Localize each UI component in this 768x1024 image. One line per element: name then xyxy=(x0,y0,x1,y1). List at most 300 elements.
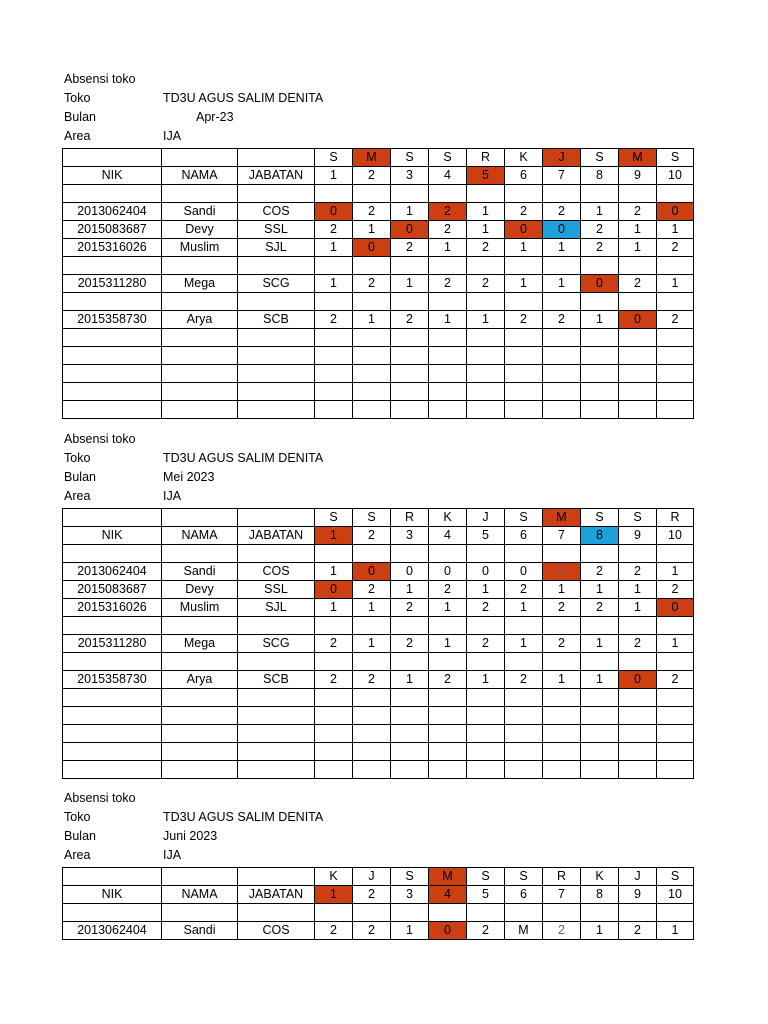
empty-cell xyxy=(467,743,505,761)
title-line xyxy=(64,789,464,808)
empty-cell xyxy=(581,293,619,311)
day-letter-cell: S xyxy=(467,868,505,886)
day-letter-cell: S xyxy=(657,149,694,167)
nama-cell: Devy xyxy=(162,581,238,599)
date-cell: 7 xyxy=(543,167,581,185)
empty-cell xyxy=(657,293,694,311)
date-cell: 6 xyxy=(505,527,543,545)
day-letter-cell: S xyxy=(657,868,694,886)
attendance-cell: 2 xyxy=(315,221,353,239)
empty-cell xyxy=(467,185,505,203)
jabatan-cell: COS xyxy=(238,563,315,581)
empty-cell xyxy=(467,707,505,725)
empty-cell xyxy=(238,868,315,886)
table-row xyxy=(63,311,694,329)
table-row xyxy=(63,671,694,689)
empty-cell xyxy=(581,707,619,725)
toko-line xyxy=(64,89,464,108)
empty-cell xyxy=(543,383,581,401)
empty-cell xyxy=(429,761,467,779)
field-label: Bulan xyxy=(64,470,96,484)
empty-cell xyxy=(63,689,162,707)
nik-cell: 2015083687 xyxy=(63,581,162,599)
empty-cell xyxy=(162,743,238,761)
table-row xyxy=(63,922,694,940)
empty-cell xyxy=(353,653,391,671)
empty-cell xyxy=(581,347,619,365)
empty-cell xyxy=(505,653,543,671)
nik-cell: 2015083687 xyxy=(63,221,162,239)
attendance-cell: 1 xyxy=(581,311,619,329)
empty-cell xyxy=(238,617,315,635)
empty-cell xyxy=(353,365,391,383)
attendance-cell: 1 xyxy=(429,311,467,329)
empty-cell xyxy=(429,617,467,635)
empty-cell xyxy=(162,293,238,311)
area-line xyxy=(64,127,464,146)
empty-cell xyxy=(543,329,581,347)
empty-cell xyxy=(391,293,429,311)
empty-cell xyxy=(162,365,238,383)
empty-cell xyxy=(581,185,619,203)
empty-cell xyxy=(391,725,429,743)
day-letter-cell: S xyxy=(391,868,429,886)
attendance-cell: 1 xyxy=(353,635,391,653)
empty-cell xyxy=(619,383,657,401)
attendance-cell: 1 xyxy=(467,221,505,239)
empty-cell xyxy=(238,725,315,743)
day-letter-cell: M xyxy=(429,868,467,886)
empty-cell xyxy=(467,383,505,401)
attendance-cell: 2 xyxy=(543,311,581,329)
blank-row xyxy=(63,653,694,671)
date-cell: 10 xyxy=(657,167,694,185)
empty-cell xyxy=(467,365,505,383)
empty-cell xyxy=(315,401,353,419)
table-row xyxy=(63,635,694,653)
nama-cell: Sandi xyxy=(162,563,238,581)
empty-cell xyxy=(315,365,353,383)
empty-cell xyxy=(353,347,391,365)
empty-cell xyxy=(429,743,467,761)
attendance-cell: 2 xyxy=(619,635,657,653)
empty-cell xyxy=(315,293,353,311)
attendance-cell: 2 xyxy=(581,563,619,581)
field-label: Absensi toko xyxy=(64,72,136,86)
empty-cell xyxy=(543,904,581,922)
day-letter-cell: M xyxy=(619,149,657,167)
empty-cell xyxy=(391,653,429,671)
day-letter-cell: K xyxy=(315,868,353,886)
empty-cell xyxy=(391,401,429,419)
empty-cell xyxy=(238,365,315,383)
blank-row xyxy=(63,383,694,401)
attendance-cell: 0 xyxy=(429,922,467,940)
attendance-cell: 1 xyxy=(467,203,505,221)
attendance-cell: M xyxy=(505,922,543,940)
attendance-cell: 0 xyxy=(657,203,694,221)
blank-row xyxy=(63,707,694,725)
empty-cell xyxy=(353,401,391,419)
empty-cell xyxy=(429,707,467,725)
day-letter-row xyxy=(63,868,694,886)
empty-cell xyxy=(657,329,694,347)
col-header-nik: NIK xyxy=(63,527,162,545)
empty-cell xyxy=(63,383,162,401)
attendance-cell: 2 xyxy=(505,671,543,689)
day-letter-cell: K xyxy=(505,149,543,167)
empty-cell xyxy=(391,347,429,365)
empty-cell xyxy=(391,329,429,347)
date-cell: 9 xyxy=(619,886,657,904)
attendance-cell: 1 xyxy=(657,275,694,293)
blank-row xyxy=(63,329,694,347)
field-value: TD3U AGUS SALIM DENITA xyxy=(163,810,324,824)
nama-cell: Arya xyxy=(162,311,238,329)
date-cell: 2 xyxy=(353,167,391,185)
nik-cell: 2015358730 xyxy=(63,311,162,329)
empty-cell xyxy=(657,617,694,635)
empty-cell xyxy=(429,383,467,401)
empty-cell xyxy=(619,329,657,347)
attendance-cell: 1 xyxy=(619,581,657,599)
empty-cell xyxy=(505,761,543,779)
nik-cell: 2015316026 xyxy=(63,599,162,617)
attendance-cell: 2 xyxy=(581,599,619,617)
empty-cell xyxy=(63,545,162,563)
attendance-cell: 1 xyxy=(391,922,429,940)
nik-cell: 2015316026 xyxy=(63,239,162,257)
empty-cell xyxy=(581,761,619,779)
day-letter-cell: S xyxy=(581,509,619,527)
empty-cell xyxy=(657,545,694,563)
attendance-cell: 0 xyxy=(505,563,543,581)
empty-cell xyxy=(162,401,238,419)
empty-cell xyxy=(581,904,619,922)
empty-cell xyxy=(581,653,619,671)
empty-cell xyxy=(581,383,619,401)
empty-cell xyxy=(238,185,315,203)
date-cell: 5 xyxy=(467,167,505,185)
empty-cell xyxy=(162,545,238,563)
empty-cell xyxy=(162,347,238,365)
empty-cell xyxy=(63,185,162,203)
empty-cell xyxy=(63,509,162,527)
empty-cell xyxy=(657,365,694,383)
day-letter-cell: S xyxy=(429,149,467,167)
empty-cell xyxy=(315,743,353,761)
attendance-cell: 2 xyxy=(429,275,467,293)
attendance-cell: 1 xyxy=(657,563,694,581)
table-row xyxy=(63,563,694,581)
empty-cell xyxy=(353,904,391,922)
empty-cell xyxy=(657,761,694,779)
jabatan-cell: COS xyxy=(238,922,315,940)
empty-cell xyxy=(505,689,543,707)
attendance-cell: 1 xyxy=(391,275,429,293)
day-letter-cell: R xyxy=(543,868,581,886)
attendance-cell: 0 xyxy=(619,671,657,689)
date-cell: 1 xyxy=(315,527,353,545)
blank-row xyxy=(63,761,694,779)
attendance-cell: 2 xyxy=(391,311,429,329)
table-row xyxy=(63,599,694,617)
attendance-cell: 1 xyxy=(315,563,353,581)
col-header-nik: NIK xyxy=(63,167,162,185)
empty-cell xyxy=(353,383,391,401)
empty-cell xyxy=(505,904,543,922)
empty-cell xyxy=(429,257,467,275)
nama-cell: Devy xyxy=(162,221,238,239)
day-letter-cell: S xyxy=(315,149,353,167)
attendance-cell: 2 xyxy=(429,203,467,221)
empty-cell xyxy=(619,347,657,365)
empty-cell xyxy=(467,653,505,671)
empty-cell xyxy=(238,653,315,671)
empty-cell xyxy=(162,185,238,203)
date-cell: 7 xyxy=(543,886,581,904)
field-value: Juni 2023 xyxy=(163,829,218,843)
field-label: Absensi toko xyxy=(64,432,136,446)
empty-cell xyxy=(238,707,315,725)
jabatan-cell: SSL xyxy=(238,221,315,239)
attendance-cell: 0 xyxy=(467,563,505,581)
attendance-cell: 1 xyxy=(467,671,505,689)
col-header-nama: NAMA xyxy=(162,167,238,185)
attendance-cell: 1 xyxy=(581,922,619,940)
empty-cell xyxy=(162,725,238,743)
jabatan-cell: SCG xyxy=(238,635,315,653)
empty-cell xyxy=(581,617,619,635)
empty-cell xyxy=(315,725,353,743)
table-row xyxy=(63,203,694,221)
date-cell: 5 xyxy=(467,527,505,545)
field-value: Apr-23 xyxy=(196,110,234,124)
empty-cell xyxy=(505,401,543,419)
empty-cell xyxy=(353,185,391,203)
day-letter-cell: J xyxy=(467,509,505,527)
nama-cell: Muslim xyxy=(162,239,238,257)
empty-cell xyxy=(429,401,467,419)
day-letter-cell: M xyxy=(353,149,391,167)
empty-cell xyxy=(315,761,353,779)
empty-cell xyxy=(63,743,162,761)
empty-cell xyxy=(467,293,505,311)
empty-cell xyxy=(353,293,391,311)
attendance-cell: 1 xyxy=(353,221,391,239)
empty-cell xyxy=(619,761,657,779)
nama-cell: Mega xyxy=(162,635,238,653)
date-cell: 1 xyxy=(315,167,353,185)
empty-cell xyxy=(657,401,694,419)
empty-cell xyxy=(353,545,391,563)
empty-cell xyxy=(467,545,505,563)
empty-cell xyxy=(505,329,543,347)
empty-cell xyxy=(619,743,657,761)
empty-cell xyxy=(353,689,391,707)
date-cell: 2 xyxy=(353,527,391,545)
date-cell: 10 xyxy=(657,886,694,904)
attendance-cell: 2 xyxy=(353,671,391,689)
empty-cell xyxy=(63,347,162,365)
attendance-cell: 2 xyxy=(315,635,353,653)
attendance-cell: 1 xyxy=(581,671,619,689)
empty-cell xyxy=(391,545,429,563)
attendance-cell: 0 xyxy=(353,239,391,257)
blank-row xyxy=(63,257,694,275)
attendance-cell: 2 xyxy=(619,275,657,293)
col-header-jabatan: JABATAN xyxy=(238,527,315,545)
empty-cell xyxy=(505,725,543,743)
attendance-cell: 1 xyxy=(505,635,543,653)
attendance-cell: 1 xyxy=(429,635,467,653)
blank-row xyxy=(63,904,694,922)
attendance-cell: 2 xyxy=(543,635,581,653)
empty-cell xyxy=(543,761,581,779)
attendance-cell: 1 xyxy=(505,275,543,293)
attendance-cell: 2 xyxy=(353,922,391,940)
empty-cell xyxy=(543,347,581,365)
attendance-cell: 2 xyxy=(543,203,581,221)
empty-cell xyxy=(467,689,505,707)
attendance-cell: 2 xyxy=(391,239,429,257)
attendance-cell: 0 xyxy=(429,563,467,581)
empty-cell xyxy=(581,329,619,347)
field-value: IJA xyxy=(163,129,182,143)
attendance-cell: 1 xyxy=(505,599,543,617)
empty-cell xyxy=(505,257,543,275)
header-row xyxy=(63,167,694,185)
attendance-cell: 2 xyxy=(429,671,467,689)
table-row xyxy=(63,239,694,257)
empty-cell xyxy=(581,365,619,383)
empty-cell xyxy=(657,185,694,203)
date-cell: 4 xyxy=(429,167,467,185)
empty-cell xyxy=(238,329,315,347)
empty-cell xyxy=(429,347,467,365)
empty-cell xyxy=(543,257,581,275)
attendance-cell: 2 xyxy=(505,311,543,329)
empty-cell xyxy=(391,617,429,635)
empty-cell xyxy=(505,347,543,365)
empty-cell xyxy=(63,293,162,311)
empty-cell xyxy=(543,653,581,671)
empty-cell xyxy=(581,725,619,743)
blank-row xyxy=(63,689,694,707)
attendance-cell: 1 xyxy=(581,203,619,221)
attendance-cell: 1 xyxy=(581,581,619,599)
empty-cell xyxy=(619,365,657,383)
empty-cell xyxy=(429,653,467,671)
empty-cell xyxy=(467,401,505,419)
date-cell: 8 xyxy=(581,527,619,545)
day-letter-cell: R xyxy=(391,509,429,527)
empty-cell xyxy=(315,617,353,635)
date-cell: 6 xyxy=(505,886,543,904)
attendance-cell: 1 xyxy=(619,221,657,239)
attendance-cell: 2 xyxy=(353,203,391,221)
empty-cell xyxy=(543,401,581,419)
empty-cell xyxy=(543,185,581,203)
empty-cell xyxy=(162,707,238,725)
empty-cell xyxy=(505,617,543,635)
attendance-cell: 2 xyxy=(581,239,619,257)
date-cell: 3 xyxy=(391,167,429,185)
empty-cell xyxy=(162,653,238,671)
attendance-cell: 2 xyxy=(619,563,657,581)
field-value: Mei 2023 xyxy=(163,470,215,484)
empty-cell xyxy=(353,617,391,635)
attendance-cell: 0 xyxy=(315,581,353,599)
attendance-table xyxy=(62,867,694,940)
date-cell: 9 xyxy=(619,167,657,185)
empty-cell xyxy=(619,257,657,275)
day-letter-cell: J xyxy=(353,868,391,886)
attendance-cell: 2 xyxy=(657,581,694,599)
empty-cell xyxy=(162,257,238,275)
attendance-cell: 1 xyxy=(391,581,429,599)
title-line xyxy=(64,70,464,89)
empty-cell xyxy=(543,707,581,725)
empty-cell xyxy=(505,365,543,383)
empty-cell xyxy=(505,545,543,563)
empty-cell xyxy=(162,329,238,347)
empty-cell xyxy=(162,509,238,527)
blank-row xyxy=(63,617,694,635)
empty-cell xyxy=(581,401,619,419)
empty-cell xyxy=(581,689,619,707)
empty-cell xyxy=(315,904,353,922)
date-cell: 3 xyxy=(391,886,429,904)
field-label: Toko xyxy=(64,810,91,824)
empty-cell xyxy=(543,365,581,383)
attendance-cell: 1 xyxy=(581,635,619,653)
attendance-cell: 2 xyxy=(467,635,505,653)
empty-cell xyxy=(619,904,657,922)
jabatan-cell: COS xyxy=(238,203,315,221)
bulan-line xyxy=(64,827,464,846)
blank-row xyxy=(63,725,694,743)
empty-cell xyxy=(619,725,657,743)
empty-cell xyxy=(315,185,353,203)
attendance-cell: 0 xyxy=(353,563,391,581)
empty-cell xyxy=(505,743,543,761)
empty-cell xyxy=(315,329,353,347)
attendance-cell: 0 xyxy=(543,221,581,239)
date-cell: 6 xyxy=(505,167,543,185)
attendance-cell: 2 xyxy=(391,635,429,653)
empty-cell xyxy=(391,257,429,275)
attendance-table xyxy=(62,508,694,779)
blank-row xyxy=(63,185,694,203)
date-cell: 4 xyxy=(429,527,467,545)
day-letter-cell: K xyxy=(581,868,619,886)
empty-cell xyxy=(63,707,162,725)
empty-cell xyxy=(162,904,238,922)
attendance-cell: 2 xyxy=(467,922,505,940)
field-label: Bulan xyxy=(64,110,96,124)
attendance-cell: 2 xyxy=(543,922,581,940)
day-letter-row xyxy=(63,149,694,167)
empty-cell xyxy=(238,401,315,419)
empty-cell xyxy=(63,257,162,275)
field-value: TD3U AGUS SALIM DENITA xyxy=(163,91,324,105)
empty-cell xyxy=(429,725,467,743)
field-label: Area xyxy=(64,848,91,862)
date-cell: 8 xyxy=(581,886,619,904)
attendance-cell: 2 xyxy=(657,239,694,257)
empty-cell xyxy=(467,347,505,365)
